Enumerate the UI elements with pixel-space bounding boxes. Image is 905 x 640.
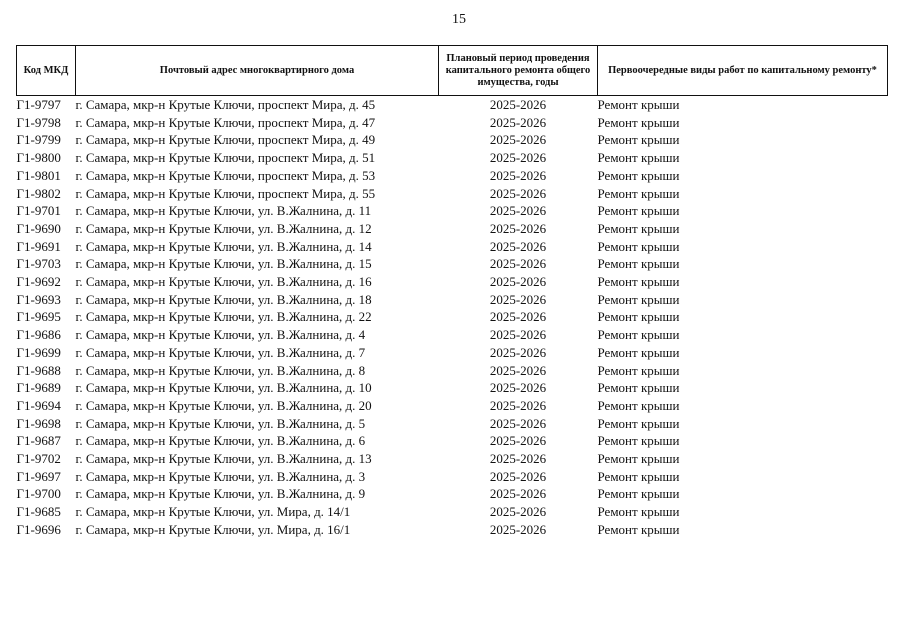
cell-period: 2025-2026 [489, 203, 547, 219]
cell-code: Г1-9697 [16, 468, 61, 484]
cell-address: г. Самара, мкр-н Крутые Ключи, ул. В.Жалнина, д. 22 [75, 309, 372, 325]
header-row [17, 46, 888, 96]
table-row [17, 379, 888, 397]
cell-period: 2025-2026 [489, 397, 547, 413]
cell-code: Г1-9686 [16, 327, 61, 343]
cell-address: г. Самара, мкр-н Крутые Ключи, ул. В.Жалнина, д. 20 [75, 397, 372, 413]
table-row [17, 485, 888, 503]
cell-code: Г1-9699 [16, 344, 61, 360]
cell-address: г. Самара, мкр-н Крутые Ключи, ул. В.Жалнина, д. 14 [75, 238, 372, 254]
header-works: Первоочередные виды работ по капитальному ремонту* [598, 46, 888, 96]
cell-period: 2025-2026 [489, 344, 547, 360]
cell-code: Г1-9685 [16, 504, 61, 520]
cell-address: г. Самара, мкр-н Крутые Ключи, ул. Мира, д. 14/1 [75, 504, 351, 520]
cell-period: 2025-2026 [489, 433, 547, 449]
cell-address: г. Самара, мкр-н Крутые Ключи, ул. В.Жалнина, д. 7 [75, 344, 366, 360]
table-row [17, 397, 888, 415]
cell-address: г. Самара, мкр-н Крутые Ключи, проспект Мира, д. 55 [75, 185, 376, 201]
table-row [17, 308, 888, 326]
header-period: Плановый период проведения капитального ремонта общего имущества, годы [439, 46, 598, 96]
cell-works: Ремонт крыши [597, 150, 680, 166]
table-row [17, 521, 888, 539]
cell-works: Ремонт крыши [597, 433, 680, 449]
cell-address: г. Самара, мкр-н Крутые Ключи, проспект Мира, д. 53 [75, 167, 376, 183]
cell-works: Ремонт крыши [597, 132, 680, 148]
cell-works: Ремонт крыши [597, 415, 680, 431]
cell-code: Г1-9692 [16, 274, 61, 290]
cell-period: 2025-2026 [489, 362, 547, 378]
cell-period: 2025-2026 [489, 451, 547, 467]
cell-address: г. Самара, мкр-н Крутые Ключи, ул. В.Жалнина, д. 9 [75, 486, 366, 502]
cell-address: г. Самара, мкр-н Крутые Ключи, ул. В.Жалнина, д. 13 [75, 451, 372, 467]
table-row [17, 344, 888, 362]
cell-works: Ремонт крыши [597, 291, 680, 307]
cell-code: Г1-9701 [16, 203, 61, 219]
table-row [17, 362, 888, 380]
cell-works: Ремонт крыши [597, 344, 680, 360]
cell-works: Ремонт крыши [597, 397, 680, 413]
cell-code: Г1-9700 [16, 486, 61, 502]
cell-code: Г1-9696 [16, 521, 61, 537]
cell-works: Ремонт крыши [597, 167, 680, 183]
cell-period: 2025-2026 [489, 415, 547, 431]
table-row [17, 415, 888, 433]
table-row [17, 450, 888, 468]
cell-works: Ремонт крыши [597, 238, 680, 254]
table-row [17, 149, 888, 167]
cell-works: Ремонт крыши [597, 327, 680, 343]
header-address: Почтовый адрес многоквартирного дома [76, 46, 439, 96]
cell-works: Ремонт крыши [597, 185, 680, 201]
table-row [17, 291, 888, 309]
cell-works: Ремонт крыши [597, 97, 680, 112]
table-row [17, 96, 888, 114]
cell-period: 2025-2026 [489, 521, 547, 537]
cell-address: г. Самара, мкр-н Крутые Ключи, ул. В.Жалнина, д. 10 [75, 380, 372, 396]
cell-code: Г1-9691 [16, 238, 61, 254]
page-number: 15 [452, 12, 466, 27]
cell-works: Ремонт крыши [597, 220, 680, 236]
cell-address: г. Самара, мкр-н Крутые Ключи, ул. В.Жалнина, д. 5 [75, 415, 366, 431]
cell-period: 2025-2026 [489, 150, 547, 166]
repair-register-table [16, 45, 888, 539]
cell-address: г. Самара, мкр-н Крутые Ключи, ул. В.Жалнина, д. 12 [75, 220, 372, 236]
cell-code: Г1-9693 [16, 291, 61, 307]
cell-works: Ремонт крыши [597, 114, 680, 130]
cell-works: Ремонт крыши [597, 504, 680, 520]
cell-works: Ремонт крыши [597, 256, 680, 272]
cell-works: Ремонт крыши [597, 203, 680, 219]
cell-code: Г1-9688 [16, 362, 61, 378]
table-row [17, 432, 888, 450]
table-body [17, 96, 888, 539]
cell-code: Г1-9799 [16, 132, 61, 148]
cell-address: г. Самара, мкр-н Крутые Ключи, ул. В.Жалнина, д. 15 [75, 256, 372, 272]
header-code: Код МКД [17, 46, 76, 96]
cell-code: Г1-9802 [16, 185, 61, 201]
cell-address: г. Самара, мкр-н Крутые Ключи, ул. В.Жалнина, д. 4 [75, 327, 366, 343]
cell-period: 2025-2026 [489, 274, 547, 290]
cell-period: 2025-2026 [489, 167, 547, 183]
cell-period: 2025-2026 [489, 220, 547, 236]
cell-works: Ремонт крыши [597, 468, 680, 484]
table-row [17, 238, 888, 256]
cell-works: Ремонт крыши [597, 521, 680, 537]
cell-code: Г1-9800 [16, 150, 61, 166]
cell-period: 2025-2026 [489, 327, 547, 343]
table-row [17, 255, 888, 273]
cell-code: Г1-9695 [16, 309, 61, 325]
cell-address: г. Самара, мкр-н Крутые Ключи, ул. Мира, д. 16/1 [75, 521, 351, 537]
cell-code: Г1-9797 [16, 97, 61, 112]
cell-works: Ремонт крыши [597, 380, 680, 396]
table-row [17, 273, 888, 291]
cell-period: 2025-2026 [489, 97, 547, 112]
cell-code: Г1-9798 [16, 114, 61, 130]
cell-code: Г1-9702 [16, 451, 61, 467]
cell-period: 2025-2026 [489, 380, 547, 396]
cell-period: 2025-2026 [489, 256, 547, 272]
cell-period: 2025-2026 [489, 114, 547, 130]
cell-code: Г1-9698 [16, 415, 61, 431]
cell-period: 2025-2026 [489, 486, 547, 502]
cell-period: 2025-2026 [489, 309, 547, 325]
table-header [17, 46, 888, 96]
table-row [17, 131, 888, 149]
cell-works: Ремонт крыши [597, 309, 680, 325]
cell-period: 2025-2026 [489, 132, 547, 148]
cell-period: 2025-2026 [489, 291, 547, 307]
cell-code: Г1-9801 [16, 167, 61, 183]
cell-code: Г1-9690 [16, 220, 61, 236]
cell-works: Ремонт крыши [597, 274, 680, 290]
table-row [17, 114, 888, 132]
cell-address: г. Самара, мкр-н Крутые Ключи, проспект Мира, д. 47 [75, 114, 376, 130]
cell-code: Г1-9687 [16, 433, 61, 449]
cell-period: 2025-2026 [489, 504, 547, 520]
cell-period: 2025-2026 [489, 238, 547, 254]
cell-address: г. Самара, мкр-н Крутые Ключи, проспект Мира, д. 51 [75, 150, 376, 166]
cell-works: Ремонт крыши [597, 486, 680, 502]
cell-code: Г1-9689 [16, 380, 61, 396]
cell-works: Ремонт крыши [597, 451, 680, 467]
cell-address: г. Самара, мкр-н Крутые Ключи, ул. В.Жалнина, д. 6 [75, 433, 366, 449]
cell-period: 2025-2026 [489, 185, 547, 201]
table-row [17, 185, 888, 203]
cell-code: Г1-9703 [16, 256, 61, 272]
cell-period: 2025-2026 [489, 468, 547, 484]
cell-address: г. Самара, мкр-н Крутые Ключи, проспект Мира, д. 49 [75, 132, 376, 148]
cell-address: г. Самара, мкр-н Крутые Ключи, ул. В.Жалнина, д. 16 [75, 274, 372, 290]
table-row [17, 167, 888, 185]
table-row [17, 468, 888, 486]
cell-code: Г1-9694 [16, 397, 61, 413]
table-row [17, 503, 888, 521]
table-row [17, 326, 888, 344]
table-row [17, 220, 888, 238]
cell-address: г. Самара, мкр-н Крутые Ключи, ул. В.Жалнина, д. 3 [75, 468, 366, 484]
cell-works: Ремонт крыши [597, 362, 680, 378]
cell-address: г. Самара, мкр-н Крутые Ключи, ул. В.Жалнина, д. 18 [75, 291, 372, 307]
cell-address: г. Самара, мкр-н Крутые Ключи, ул. В.Жалнина, д. 11 [75, 203, 372, 219]
table-row [17, 202, 888, 220]
cell-address: г. Самара, мкр-н Крутые Ключи, ул. В.Жалнина, д. 8 [75, 362, 366, 378]
cell-address: г. Самара, мкр-н Крутые Ключи, проспект Мира, д. 45 [75, 97, 376, 112]
